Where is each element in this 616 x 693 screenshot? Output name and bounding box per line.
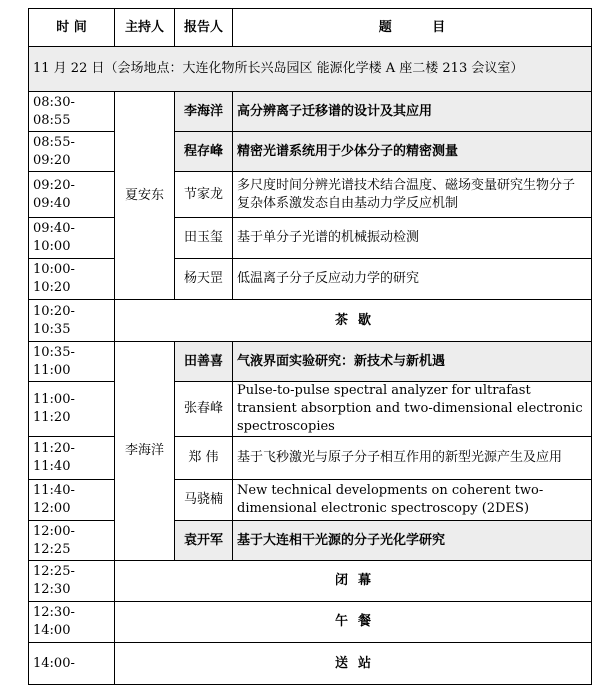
day-row: [29, 47, 592, 92]
table-row: [29, 92, 592, 132]
table-row: [29, 132, 592, 172]
header-host: 主持人: [115, 9, 175, 47]
speaker-cell: 程存峰: [175, 132, 233, 172]
topic-cell: 精密光谱系统用于少体分子的精密测量: [233, 132, 592, 172]
header-time: 时 间: [29, 9, 115, 47]
event-label: 送站: [115, 643, 592, 685]
table-row: [29, 480, 592, 521]
speaker-cell: 张春峰: [175, 382, 233, 437]
topic-cell: New technical developments on coherent two-dimensional electronic spectroscopy (2DES): [233, 480, 592, 521]
day-location: 11 月 22 日（会场地点：大连化物所长兴岛园区 能源化学楼 A 座二楼 213 会议室）: [29, 47, 592, 92]
break-row: [29, 300, 592, 342]
time-cell: 09:20-09:40: [29, 172, 115, 218]
speaker-cell: 杨天罡: [175, 259, 233, 300]
table-row: [29, 521, 592, 561]
topic-cell: 气液界面实验研究：新技术与新机遇: [233, 342, 592, 382]
speaker-cell: 袁开军: [175, 521, 233, 561]
speaker-cell: 田善喜: [175, 342, 233, 382]
topic-cell: Pulse-to-pulse spectral analyzer for ultrafast transient absorption and two-dimensional electronic spectroscopies: [233, 382, 592, 437]
host-cell: 夏安东: [115, 92, 175, 300]
table-row: [29, 218, 592, 259]
time-cell: 09:40-10:00: [29, 218, 115, 259]
header-row: [29, 9, 592, 47]
topic-cell: 基于飞秒激光与原子分子相互作用的新型光源产生及应用: [233, 437, 592, 480]
time-cell: 10:35-11:00: [29, 342, 115, 382]
schedule-table: [28, 8, 592, 685]
speaker-cell: 李海洋: [175, 92, 233, 132]
speaker-cell: 节家龙: [175, 172, 233, 218]
time-cell: 08:30-08:55: [29, 92, 115, 132]
topic-cell: 高分辨离子迁移谱的设计及其应用: [233, 92, 592, 132]
time-cell: 10:20-10:35: [29, 300, 115, 342]
event-label: 午餐: [115, 602, 592, 643]
time-cell: 11:40-12:00: [29, 480, 115, 521]
time-cell: 08:55-09:20: [29, 132, 115, 172]
table-row: [29, 342, 592, 382]
table-row: [29, 172, 592, 218]
time-cell: 12:00-12:25: [29, 521, 115, 561]
speaker-cell: 郑 伟: [175, 437, 233, 480]
time-cell: 11:20-11:40: [29, 437, 115, 480]
closing-row: [29, 561, 592, 602]
header-speaker: 报告人: [175, 9, 233, 47]
table-row: [29, 382, 592, 437]
table-row: [29, 437, 592, 480]
time-cell: 11:00-11:20: [29, 382, 115, 437]
time-cell: 12:25-12:30: [29, 561, 115, 602]
time-cell: 14:00-: [29, 643, 115, 685]
time-cell: 12:30-14:00: [29, 602, 115, 643]
depart-row: [29, 643, 592, 685]
event-label: 闭幕: [115, 561, 592, 602]
time-cell: 10:00-10:20: [29, 259, 115, 300]
topic-cell: 基于单分子光谱的机械振动检测: [233, 218, 592, 259]
host-cell: 李海洋: [115, 342, 175, 561]
lunch-row: [29, 602, 592, 643]
header-topic: 题 目: [233, 9, 592, 47]
topic-cell: 基于大连相干光源的分子光化学研究: [233, 521, 592, 561]
topic-cell: 低温离子分子反应动力学的研究: [233, 259, 592, 300]
speaker-cell: 马骁楠: [175, 480, 233, 521]
event-label: 茶歇: [115, 300, 592, 342]
table-row: [29, 259, 592, 300]
topic-cell: 多尺度时间分辨光谱技术结合温度、磁场变量研究生物分子复杂体系激发态自由基动力学反应机制: [233, 172, 592, 218]
speaker-cell: 田玉玺: [175, 218, 233, 259]
